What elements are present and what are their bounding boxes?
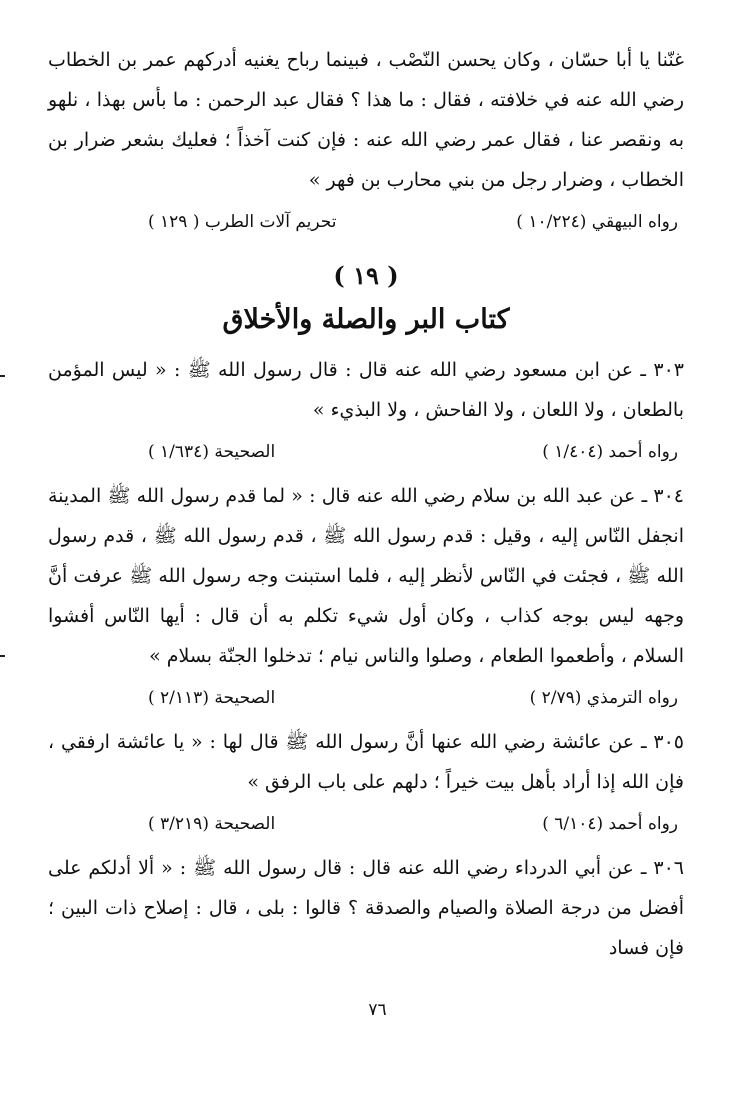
citation-row: [48, 808, 684, 840]
citation-grading: تحريم آلات الطرب ( ١٢٩ ): [148, 212, 337, 232]
chapter-number: ( ١٩ ): [333, 261, 399, 290]
chapter-title: كتاب البر والصلة والأخلاق: [222, 304, 510, 335]
citation-row: [48, 682, 684, 714]
page-number: ٧٦: [368, 1000, 387, 1020]
citation-row: [48, 206, 684, 238]
citation-grading: الصحيحة (٢/١١٣ ): [148, 688, 276, 708]
hadith-303: ٣٠٣ ـ عن ابن مسعود رضي الله عنه قال : قال رسول الله ﷺ : « ليس المؤمن بالطعان ، ولا اللعان ، ولا الفاحش ، ولا البذيء »: [48, 359, 684, 421]
scan-edge-mark: [0, 375, 5, 377]
citation-source: رواه أحمد (١/٤٠٤ ): [542, 442, 678, 462]
citation-row: [48, 436, 684, 468]
citation-source: رواه الترمذي (٢/٧٩ ): [529, 688, 678, 708]
scan-edge-mark: [0, 655, 5, 657]
citation-source: رواه البيهقي (١٠/٢٢٤ ): [516, 212, 678, 232]
citation-source: رواه أحمد (٦/١٠٤ ): [542, 814, 678, 834]
hadith-305: ٣٠٥ ـ عن عائشة رضي الله عنها أنَّ رسول الله ﷺ قال لها : « يا عائشة ارفقي ، فإن الله إذا أراد بأهل بيت خيراً ؛ دلهم على باب الرفق »: [48, 731, 684, 793]
paragraph-continued: غنّنا يا أبا حسّان ، وكان يحسن النّصْب ، فبينما رباح يغنيه أدركهم عمر بن الخطاب رضي الله عنه في خلافته ، فقال : ما هذا ؟ فقال عبد الرحمن : ما بأس بهذا ، نلهو به ونقصر عنا ، فقال عمر رضي الله عنه : فإن كنت آخذاً ؛ فعليك بشعر ضرار بن الخطاب ، وضرار رجل من بني محارب بن فهر »: [48, 49, 684, 191]
hadith-306: ٣٠٦ ـ عن أبي الدرداء رضي الله عنه قال : قال رسول الله ﷺ : « ألا أدلكم على أفضل من درجة الصلاة والصيام والصدقة ؟ قالوا : بلى ، قال : إصلاح ذات البين ؛ فإن فساد: [48, 857, 684, 959]
document-page: [48, 40, 684, 968]
citation-grading: الصحيحة (١/٦٣٤ ): [148, 442, 276, 462]
hadith-304: ٣٠٤ ـ عن عبد الله بن سلام رضي الله عنه قال : « لما قدم رسول الله ﷺ المدينة انجفل النّاس إليه ، وقيل : قدم رسول الله ﷺ ، قدم رسول الله ﷺ ، قدم رسول الله ﷺ ، فجئت في النّاس لأنظر إليه ، فلما استبنت وجه رسول الله ﷺ عرفت أنَّ وجهه ليس بوجه كذاب ، وكان أول شيء تكلم به أن قال : أيها النّاس أفشوا السلام ، وأطعموا الطعام ، وصلوا والناس نيام ؛ تدخلوا الجنّة بسلام »: [48, 485, 684, 667]
citation-grading: الصحيحة (٣/٢١٩ ): [148, 814, 276, 834]
